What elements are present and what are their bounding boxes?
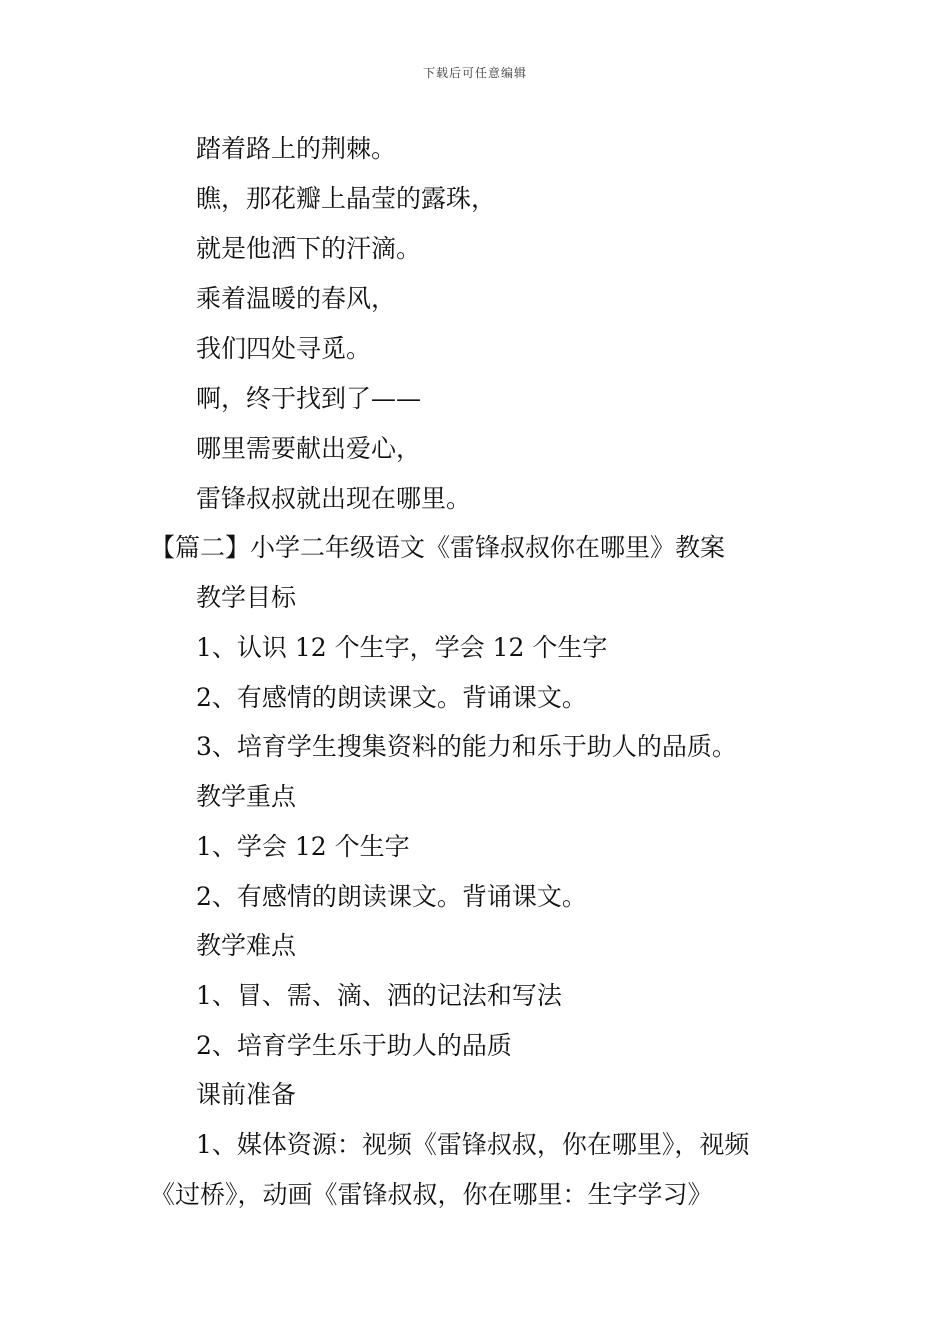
section-heading: 【篇二】小学二年级语文《雷锋叔叔你在哪里》教案 xyxy=(150,533,726,562)
list-item: 1、冒、需、滴、洒的记法和写法 xyxy=(196,981,562,1010)
page-header: 下载后可任意编辑 xyxy=(422,66,527,80)
poem-line: 乘着温暖的春风， xyxy=(196,284,397,313)
poem-line: 瞧，那花瓣上晶莹的露珠， xyxy=(196,184,497,213)
list-item: 3、培育学生搜集资料的能力和乐于助人的品质。 xyxy=(196,732,737,761)
poem-line: 就是他洒下的汗滴。 xyxy=(196,234,422,263)
list-item: 2、培育学生乐于助人的品质 xyxy=(196,1031,512,1060)
subheading-preparation: 课前准备 xyxy=(196,1080,297,1109)
poem-line: 踏着路上的荆棘。 xyxy=(196,134,397,163)
poem-line: 哪里需要献出爱心， xyxy=(196,434,422,463)
list-item: 1、学会 12 个生字 xyxy=(196,832,410,861)
poem-line: 雷锋叔叔就出现在哪里。 xyxy=(196,484,472,513)
poem-line: 啊，终于找到了—— xyxy=(196,384,422,413)
list-item: 1、认识 12 个生字，学会 12 个生字 xyxy=(196,633,608,662)
list-item: 2、有感情的朗读课文。背诵课文。 xyxy=(196,882,587,911)
paragraph-line: 1、媒体资源：视频《雷锋叔叔，你在哪里》，视频 xyxy=(196,1130,750,1159)
list-item: 2、有感情的朗读课文。背诵课文。 xyxy=(196,683,587,712)
poem-line: 我们四处寻觅。 xyxy=(196,334,372,363)
paragraph-line: 《过桥》，动画《雷锋叔叔，你在哪里：生字学习》 xyxy=(150,1180,713,1209)
subheading-difficulties: 教学难点 xyxy=(196,931,297,960)
subheading-teaching-goals: 教学目标 xyxy=(196,583,297,612)
subheading-key-points: 教学重点 xyxy=(196,782,297,811)
